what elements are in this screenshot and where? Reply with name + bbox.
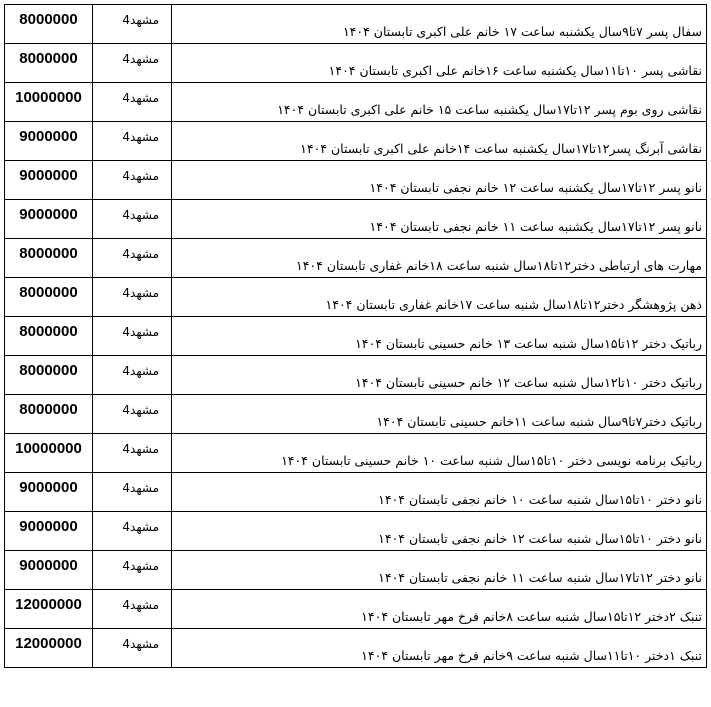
table-row	[5, 434, 707, 473]
course-title-cell: نقاشی پسر ۱۰تا۱۱سال یکشنبه ساعت ۱۶خانم علی اکبری تابستان ۱۴۰۴	[172, 44, 707, 83]
course-title-cell: ذهن پژوهشگر دختر۱۲تا۱۸سال شنبه ساعت ۱۷خانم غفاری تابستان ۱۴۰۴	[172, 278, 707, 317]
table-row	[5, 473, 707, 512]
table-row	[5, 44, 707, 83]
price-cell: 8000000	[5, 44, 93, 83]
city-cell: مشهد4	[93, 122, 172, 161]
city-cell: مشهد4	[93, 590, 172, 629]
course-title-cell: نانو دختر ۱۲تا۱۷سال شنبه ساعت ۱۱ خانم نجفی تابستان ۱۴۰۴	[172, 551, 707, 590]
city-cell: مشهد4	[93, 161, 172, 200]
city-cell: مشهد4	[93, 395, 172, 434]
table-row	[5, 239, 707, 278]
table-row	[5, 200, 707, 239]
course-title-cell: تنبک ۲دختر ۱۲تا۱۵سال شنبه ساعت ۸خانم فرخ مهر تابستان ۱۴۰۴	[172, 590, 707, 629]
price-cell: 8000000	[5, 239, 93, 278]
course-title-cell: تنبک ۱دختر ۱۰تا۱۱سال شنبه ساعت ۹خانم فرخ مهر تابستان ۱۴۰۴	[172, 629, 707, 668]
course-title-cell: نقاشی آبرنگ پسر۱۲تا۱۷سال یکشنبه ساعت ۱۴خانم علی اکبری تابستان ۱۴۰۴	[172, 122, 707, 161]
price-cell: 8000000	[5, 5, 93, 44]
city-cell: مشهد4	[93, 317, 172, 356]
price-cell: 10000000	[5, 83, 93, 122]
price-cell: 9000000	[5, 122, 93, 161]
price-cell: 8000000	[5, 317, 93, 356]
course-title-cell: نانو دختر ۱۰تا۱۵سال شنبه ساعت ۱۰ خانم نجفی تابستان ۱۴۰۴	[172, 473, 707, 512]
course-title-cell: نانو پسر ۱۲تا۱۷سال یکشنبه ساعت ۱۱ خانم نجفی تابستان ۱۴۰۴	[172, 200, 707, 239]
table-row	[5, 83, 707, 122]
table-row	[5, 395, 707, 434]
course-table	[4, 4, 707, 668]
course-title-cell: نقاشی روی بوم پسر ۱۲تا۱۷سال یکشنبه ساعت ۱۵ خانم علی اکبری تابستان ۱۴۰۴	[172, 83, 707, 122]
course-title-cell: رباتیک دختر ۱۰تا۱۲سال شنبه ساعت ۱۲ خانم حسینی تابستان ۱۴۰۴	[172, 356, 707, 395]
price-cell: 9000000	[5, 551, 93, 590]
course-title-cell: سفال پسر ۷تا۹سال یکشنبه ساعت ۱۷ خانم علی اکبری تابستان ۱۴۰۴	[172, 5, 707, 44]
table-row	[5, 551, 707, 590]
city-cell: مشهد4	[93, 629, 172, 668]
city-cell: مشهد4	[93, 278, 172, 317]
price-cell: 10000000	[5, 434, 93, 473]
course-title-cell: نانو پسر ۱۲تا۱۷سال یکشنبه ساعت ۱۲ خانم نجفی تابستان ۱۴۰۴	[172, 161, 707, 200]
city-cell: مشهد4	[93, 44, 172, 83]
price-cell: 12000000	[5, 629, 93, 668]
table-row	[5, 5, 707, 44]
course-title-cell: رباتیک دختر ۱۲تا۱۵سال شنبه ساعت ۱۳ خانم حسینی تابستان ۱۴۰۴	[172, 317, 707, 356]
city-cell: مشهد4	[93, 551, 172, 590]
city-cell: مشهد4	[93, 83, 172, 122]
city-cell: مشهد4	[93, 356, 172, 395]
price-cell: 12000000	[5, 590, 93, 629]
city-cell: مشهد4	[93, 473, 172, 512]
city-cell: مشهد4	[93, 512, 172, 551]
course-title-cell: نانو دختر ۱۰تا۱۵سال شنبه ساعت ۱۲ خانم نجفی تابستان ۱۴۰۴	[172, 512, 707, 551]
city-cell: مشهد4	[93, 5, 172, 44]
price-cell: 8000000	[5, 356, 93, 395]
price-cell: 9000000	[5, 512, 93, 551]
table-row	[5, 590, 707, 629]
price-cell: 9000000	[5, 161, 93, 200]
course-title-cell: رباتیک برنامه نویسی دختر ۱۰تا۱۵سال شنبه ساعت ۱۰ خانم حسینی تابستان ۱۴۰۴	[172, 434, 707, 473]
table-row	[5, 356, 707, 395]
table-row	[5, 629, 707, 668]
course-title-cell: رباتیک دختر۷تا۹سال شنبه ساعت ۱۱خانم حسینی تابستان ۱۴۰۴	[172, 395, 707, 434]
city-cell: مشهد4	[93, 434, 172, 473]
course-title-cell: مهارت های ارتباطی دختر۱۲تا۱۸سال شنبه ساعت ۱۸خانم غفاری تابستان ۱۴۰۴	[172, 239, 707, 278]
table-row	[5, 317, 707, 356]
city-cell: مشهد4	[93, 239, 172, 278]
course-table-body	[5, 5, 707, 668]
table-row	[5, 122, 707, 161]
table-row	[5, 278, 707, 317]
table-row	[5, 161, 707, 200]
price-cell: 8000000	[5, 278, 93, 317]
table-row	[5, 512, 707, 551]
price-cell: 9000000	[5, 473, 93, 512]
price-cell: 8000000	[5, 395, 93, 434]
city-cell: مشهد4	[93, 200, 172, 239]
price-cell: 9000000	[5, 200, 93, 239]
